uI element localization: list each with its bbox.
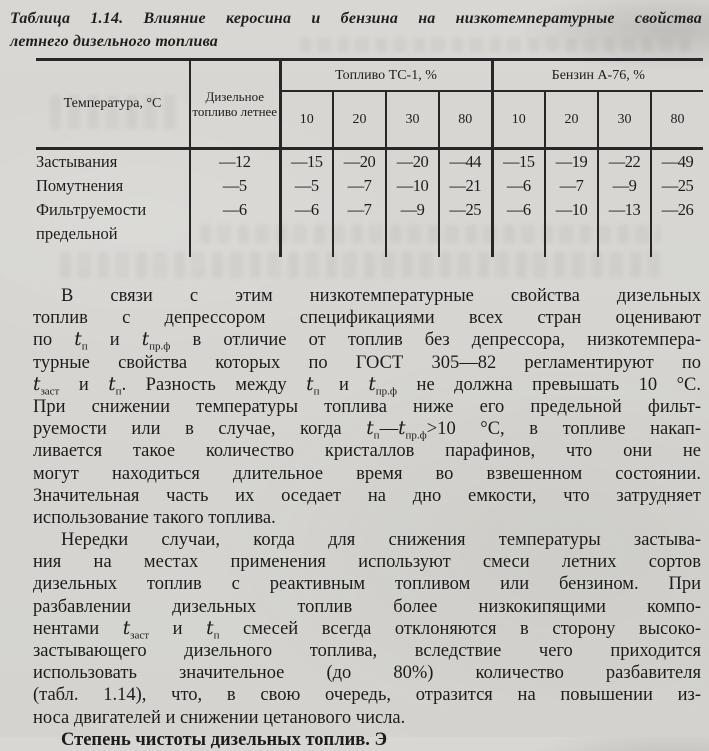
cell-value: —7 <box>333 174 386 198</box>
row-label: Застывания <box>36 152 118 171</box>
cell-value: —12 <box>190 149 280 175</box>
cell-value: —44 <box>439 149 492 175</box>
cell-empty <box>545 222 598 246</box>
cell-value: —6 <box>492 198 545 222</box>
cell-value: —26 <box>651 198 703 222</box>
text-line: Нередки случаи, когда для снижения температуры застыва- <box>61 530 701 551</box>
cell-value: —9 <box>386 198 439 222</box>
cell-empty <box>280 246 333 257</box>
text-line: Значительная часть их оседает на дно емкости, что затрудняет <box>33 485 701 506</box>
cell-value: —10 <box>386 174 439 198</box>
cell-value: —10 <box>545 198 598 222</box>
cell-empty <box>651 246 703 257</box>
row-label-continuation: предельной <box>36 224 118 243</box>
cell-empty <box>492 222 545 246</box>
cell-empty <box>598 246 651 257</box>
subcol-ts1-30: 30 <box>386 91 439 149</box>
cell-value: —49 <box>651 149 703 175</box>
table-row-zastyvaniya <box>36 149 703 175</box>
cell-value: —7 <box>545 174 598 198</box>
cell-empty <box>651 222 703 246</box>
cell-value: —20 <box>386 149 439 175</box>
subcol-ts1-10: 10 <box>280 91 333 149</box>
text-line: При снижении температуры топлива ниже его предельной фильт- <box>33 396 701 417</box>
cell-value: —25 <box>651 174 703 198</box>
data-table <box>36 58 703 257</box>
cell-empty <box>439 246 492 257</box>
text-line: ливается такое количество кристаллов парафинов, что они не <box>33 441 701 462</box>
cell-value: —13 <box>598 198 651 222</box>
cell-empty <box>439 222 492 246</box>
table-row-pomutneniya <box>36 174 703 198</box>
cell-value: —6 <box>190 198 280 222</box>
text-line: В связи с этим низкотемпературные свойства дизельных <box>61 286 701 306</box>
text-line: $t_{заст}$ и $t_п$. Разность между $t_п$ и $t_{пр.ф}$ не должна превышать 10 °С. <box>33 373 702 398</box>
text-line: турные свойства которых по ГОСТ 305—82 регламентируют по <box>33 352 701 373</box>
cell-empty <box>386 222 439 246</box>
body-text <box>33 285 701 751</box>
group-header-fuel-ts1: Топливо ТС-1, % <box>280 60 492 92</box>
cell-value: —5 <box>280 174 333 198</box>
text-line: носа двигателей и снижении цетанового числа. <box>33 707 406 728</box>
col-header-temperature: Температура, °С <box>36 60 190 149</box>
text-line: (табл. 1.14), что, в свою очередь, отразится на повышении из- <box>33 685 701 706</box>
cell-empty <box>386 246 439 257</box>
text-line: застывающего дизельного топлива, вследствие чего приходится <box>33 641 701 661</box>
cell-empty <box>190 246 280 257</box>
subcol-ts1-80: 80 <box>439 91 492 149</box>
text-line: топлив с депрессором спецификациями всех стран оценивают <box>33 308 701 329</box>
text-line: могут находиться длительное время во взвешенном состоянии. <box>33 463 701 484</box>
group-header-benzin-a76: Бензин А-76, % <box>492 60 703 92</box>
cell-value: —15 <box>280 149 333 175</box>
cell-empty <box>545 246 598 257</box>
cutoff-text-line: Степень чистоты дизельных топлив. Э <box>61 729 388 750</box>
text-line: использовать значительное (до 80%) количество разбавителя <box>33 663 701 684</box>
text-line: руемости или в случае, когда $t_п—t_{пр.ф}>10$ °С, в топливе накап- <box>33 418 701 442</box>
text-line: по $t_п$ и $t_{пр.ф}$ в отличие от топлив без депрессора, низкотемпера- <box>33 329 701 354</box>
cell-empty <box>333 246 386 257</box>
table-row-label-continuation <box>36 222 703 246</box>
subcol-ts1-20: 20 <box>333 91 386 149</box>
col-header-diesel-summer: Дизельное топливо летнее <box>190 60 280 149</box>
cell-empty <box>190 222 280 246</box>
cell-empty <box>598 222 651 246</box>
subcol-a76-80: 80 <box>651 91 703 149</box>
cell-empty <box>333 222 386 246</box>
cell-value: —5 <box>190 174 280 198</box>
cell-value: —22 <box>598 149 651 175</box>
cell-value: —6 <box>280 198 333 222</box>
cell-value: —20 <box>333 149 386 175</box>
cell-value: —9 <box>598 174 651 198</box>
cell-value: —15 <box>492 149 545 175</box>
subcol-a76-20: 20 <box>545 91 598 149</box>
cell-empty <box>36 246 190 257</box>
cell-value: —19 <box>545 149 598 175</box>
text-line: ния на местах применения используют смеси летних сортов <box>33 552 701 573</box>
cell-empty <box>492 246 545 257</box>
cell-value: —6 <box>492 174 545 198</box>
cell-value: —7 <box>333 198 386 222</box>
text-line: дизельных топлив с реактивным топливом или бензином. При <box>33 574 701 595</box>
text-line: нентами $t_{заст}$ и $t_п$ смесей всегда отклоняются в сторону высоко- <box>33 617 701 642</box>
table-caption-line2: летнего дизельного топлива <box>10 33 219 50</box>
subcol-a76-10: 10 <box>492 91 545 149</box>
text-line: разбавлении дизельных топлив более низкокипящими компо- <box>33 596 701 617</box>
cell-value: —25 <box>439 198 492 222</box>
table-row-filtruemosti <box>36 198 703 222</box>
subcol-a76-30: 30 <box>598 91 651 149</box>
cell-value: —21 <box>439 174 492 198</box>
table-caption-line1: Таблица 1.14. Влияние керосина и бензина на низкотемпературные свойства <box>10 10 702 27</box>
table-caption <box>10 7 702 53</box>
row-label: Фильтруемости <box>36 200 147 219</box>
table-open-bottom <box>36 246 703 257</box>
text-line: использование такого топлива. <box>33 507 276 528</box>
row-label: Помутнения <box>36 176 124 195</box>
cell-empty <box>280 222 333 246</box>
